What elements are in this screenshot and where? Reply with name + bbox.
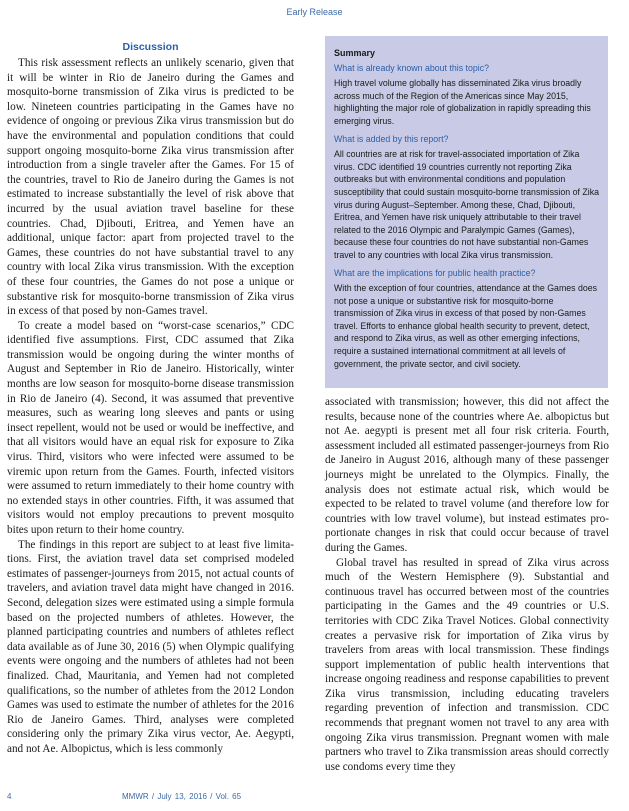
section-heading-discussion: Discussion <box>122 41 179 53</box>
summary-title: Summary <box>334 48 376 58</box>
summary-answer: With the exception of four countries, attendance at the Games does not pose a unique or substantive risk for mosquito-borne transmission of Zika virus in excess of that posed by non-Games travel. Efforts to enhance global health security to prevent, detect, and respond to Zika virus, as well as other emerging infections, require a sustained international commitment at all levels of government, the private sector, and civil society. <box>334 283 598 369</box>
summary-box <box>325 36 608 388</box>
right-column <box>325 395 609 774</box>
page-number: 4 <box>7 792 12 801</box>
journal-citation: MMWR / July 13, 2016 / Vol. 65 <box>122 792 242 801</box>
summary-question: What are the implications for public health practice? <box>334 267 536 278</box>
left-column <box>7 40 294 757</box>
summary-answer: High travel volume globally has disseminated Zika virus broadly across much of the Region of the Americas since May 2015, highlighting the major role of globalization in rapidly spreading this emerging virus. <box>334 78 591 126</box>
paragraph: associated with transmission; however, this did not affect the results, because none of the countries where Ae. albopictus but not Ae. aegypti is present met all four risk criteria. Fourth, assessment included all estimated passenger-journeys from Rio de Janeiro in August 2016, although many of these passenger journeys might be unrelated to the Olympics. Finally, the analysis does not estimate actual risk, which would be expected to be related to travel volume (and therefore low for countries with low travel volume), but instead estimates proportionate changes in risk that could occur because of travel during the Games. <box>325 396 609 554</box>
paragraph: This risk assessment reflects an unlikely scenario, given that it will be winter in Rio de Janeiro during the Games and mosquito-borne transmission of Zika virus is predicted to be low. Nineteen countries participating in the Games have no evidence of ongoing or previous Zika virus transmission but do have the environmental and population conditions that could support ongoing mosquito-borne Zika virus transmission after introduction from a single traveler after the Games. For 15 of the countries, travel to Rio de Janeiro during the Games is not estimated to increase substantially the level of risk above that incurred by the usual aviation travel baseline for these countries. Chad, Djibouti, Eritrea, and Yemen have an additional, unique factor: apart from projected travel to the Games, these countries do not have substantial travel to any country with local Zika virus transmission. With the exception of these four countries, the Games do not pose a unique or substantive risk for mosquito-borne transmission of Zika virus in excess of that posed by non-Games travel. <box>7 57 294 318</box>
summary-question: What is added by this report? <box>334 133 449 144</box>
summary-question: What is already known about this topic? <box>334 62 490 73</box>
paragraph: Global travel has resulted in spread of Zika virus across much of the Western Hemisphere (9). Substantial and continuous travel has occurred between most of the countries participating in the Games and the 49 countries or U.S. territories with CDC Zika Travel Notices. Global connectivity creates a pervasive risk for importation of Zika virus by travelers from areas with local transmission. These findings support implementation of public health interventions that increase ongoing readiness and response capabilities to prevent Zika virus transmission, including educating travelers regarding prevention of infection and transmission. CDC recommends that pregnant women not travel to any area with ongoing Zika virus transmission. Pregnant women with male partners who travel to Zika transmission areas should correctly use condoms every time they <box>325 556 609 773</box>
running-head: Early Release <box>286 7 343 17</box>
paragraph: To create a model based on “worst-case scenarios,” CDC identified five assumptions. First, CDC assumed that Zika transmission would be ongoing during the winter months of August and September in Rio de Janeiro. Historically, winter months are low season for mosquito-borne disease transmission in Rio de Janeiro (4). Second, it was assumed that preventive measures, such as wearing long sleeves and pants or using insect repellent, would not be used or would be ineffective, and that all visitors would have an equal risk for exposure to Zika virus. Third, visitors who were infected were assumed to be viremic upon return from the Games. Fourth, infected visitors were assumed to return immediately to their home country with no extended stays in other countries. Fifth, it was assumed that visitors would not employ precautions to prevent mosquito bites upon return to their home country. <box>7 319 294 536</box>
summary-answer: All countries are at risk for travel-associated importation of Zika virus. CDC identified 19 countries currently not reporting Zika outbreaks but with environmental conditions and population susceptibility that could sustain mosquito-borne transmission of Zika virus during August–September. Among these, Chad, Djibouti, Eritrea, and Yemen have risk uniquely attributable to their travel related to the 2016 Olympic and Paralympic Games (Games), because these four countries do not have substantial non-Games travel to any countries with local Zika virus transmission. <box>334 149 600 260</box>
paragraph: The findings in this report are subject to at least five limitations. First, the aviation travel data set comprised modeled estimates of passenger-journeys from 2015, not actual counts of travelers, and aviation travel data might have changed in 2016. Second, delegation sizes were estimated using a simple formula based on the projected numbers of athletes. However, the planned participating countries and numbers of athletes reflect data available as of June 30, 2016 (5) when Olympic qualifying events were ongoing and the numbers of athletes had not been finalized. Chad, Mauritania, and Yemen had not completed qualifications, so the number of athletes from the 2012 London Games was used to estimate the number of athletes for the 2016 Rio de Janeiro Games. Third, analyses were completed considering only the primary Zika virus vector, Ae. Aegypti, and not Ae. Albopictus, which is less commonly <box>7 538 294 755</box>
